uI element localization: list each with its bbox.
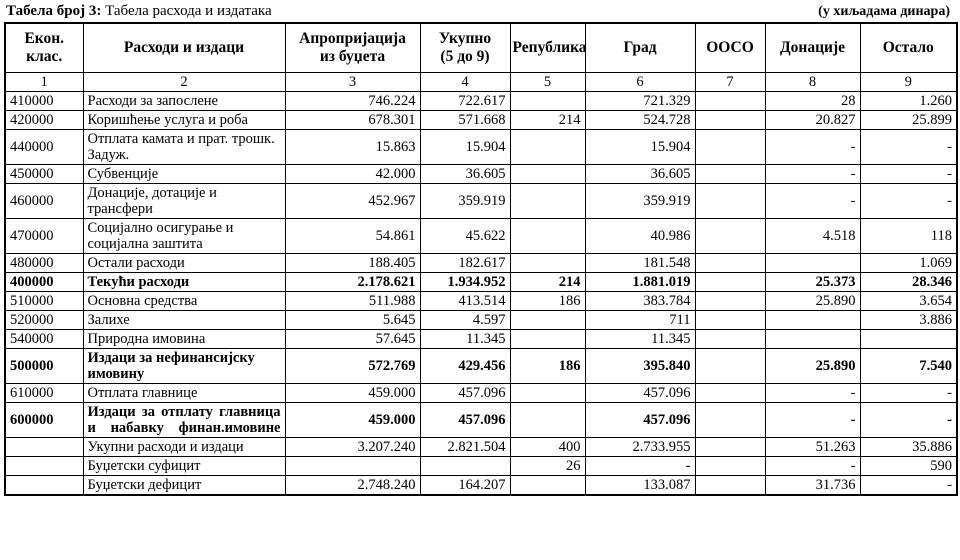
header-line-1: Укупно (438, 30, 492, 47)
cell-ooso (695, 349, 765, 384)
header-line-2: клас. (26, 48, 63, 65)
cell-total: 1.934.952 (420, 273, 510, 292)
table-row (5, 457, 957, 476)
cell-economic-code: 520000 (5, 311, 83, 330)
cell-description: Укупни расходи и издаци (83, 438, 285, 457)
caption-title: Табела расхода и издатака (101, 3, 272, 19)
cell-donacije: 25.373 (765, 273, 860, 292)
cell-description: Буџетски суфицит (83, 457, 285, 476)
cell-economic-code: 510000 (5, 292, 83, 311)
cell-republika: 186 (510, 292, 585, 311)
cell-ooso (695, 311, 765, 330)
column-number: 2 (83, 73, 285, 92)
cell-total: 36.605 (420, 165, 510, 184)
header-line-1: Град (623, 39, 657, 56)
cell-total: 457.096 (420, 384, 510, 403)
expenditure-table (4, 22, 958, 496)
table-row (5, 254, 957, 273)
cell-donacije: - (765, 165, 860, 184)
cell-grad: 359.919 (585, 184, 695, 219)
cell-ostalo: - (860, 476, 957, 496)
cell-donacije: 20.827 (765, 111, 860, 130)
cell-ostalo: - (860, 165, 957, 184)
cell-grad: 133.087 (585, 476, 695, 496)
table-row (5, 292, 957, 311)
column-number: 1 (5, 73, 83, 92)
cell-economic-code: 460000 (5, 184, 83, 219)
cell-donacije: 51.263 (765, 438, 860, 457)
cell-appropriation: 3.207.240 (285, 438, 420, 457)
caption-label: Табела број 3: (6, 3, 102, 19)
cell-total: 413.514 (420, 292, 510, 311)
cell-total: 4.597 (420, 311, 510, 330)
cell-total: 11.345 (420, 330, 510, 349)
cell-republika (510, 92, 585, 111)
cell-appropriation: 459.000 (285, 384, 420, 403)
cell-republika (510, 254, 585, 273)
cell-grad: 721.329 (585, 92, 695, 111)
cell-total: 15.904 (420, 130, 510, 165)
table-row (5, 476, 957, 496)
cell-grad: 457.096 (585, 384, 695, 403)
cell-appropriation: 5.645 (285, 311, 420, 330)
header-cell-ooso (695, 23, 765, 73)
cell-ostalo: 35.886 (860, 438, 957, 457)
cell-description: Текући расходи (83, 273, 285, 292)
cell-ooso (695, 92, 765, 111)
cell-economic-code: 420000 (5, 111, 83, 130)
cell-economic-code (5, 438, 83, 457)
cell-ooso (695, 384, 765, 403)
header-cell-ekon-klas (5, 23, 83, 73)
cell-ostalo: - (860, 403, 957, 438)
cell-economic-code: 440000 (5, 130, 83, 165)
cell-appropriation (285, 457, 420, 476)
header-line-1: Донације (780, 39, 845, 56)
cell-description: Донације, дотације и трансфери (83, 184, 285, 219)
header-cell-apropriacija (285, 23, 420, 73)
table-row (5, 92, 957, 111)
cell-donacije: 25.890 (765, 349, 860, 384)
cell-ooso (695, 438, 765, 457)
cell-donacije: 31.736 (765, 476, 860, 496)
table-body (5, 92, 957, 496)
cell-ostalo: 1.260 (860, 92, 957, 111)
table-row (5, 384, 957, 403)
cell-republika (510, 311, 585, 330)
cell-total: 2.821.504 (420, 438, 510, 457)
cell-description: Основна средства (83, 292, 285, 311)
column-number: 3 (285, 73, 420, 92)
cell-appropriation: 188.405 (285, 254, 420, 273)
table-row (5, 403, 957, 438)
cell-grad: 1.881.019 (585, 273, 695, 292)
cell-ooso (695, 254, 765, 273)
cell-description: Субвенције (83, 165, 285, 184)
cell-appropriation: 15.863 (285, 130, 420, 165)
cell-ostalo: 25.899 (860, 111, 957, 130)
cell-economic-code (5, 457, 83, 476)
cell-appropriation: 511.988 (285, 292, 420, 311)
cell-donacije: - (765, 384, 860, 403)
cell-economic-code: 500000 (5, 349, 83, 384)
table-caption (0, 0, 960, 22)
cell-republika: 26 (510, 457, 585, 476)
table-row (5, 438, 957, 457)
cell-appropriation: 678.301 (285, 111, 420, 130)
cell-ostalo: - (860, 130, 957, 165)
cell-description: Отплата главнице (83, 384, 285, 403)
header-cell-donacije (765, 23, 860, 73)
cell-republika (510, 184, 585, 219)
cell-total: 722.617 (420, 92, 510, 111)
cell-total: 429.456 (420, 349, 510, 384)
header-cell-republika (510, 23, 585, 73)
cell-ooso (695, 403, 765, 438)
cell-ostalo: 1.069 (860, 254, 957, 273)
cell-appropriation: 57.645 (285, 330, 420, 349)
caption-text (6, 3, 272, 20)
cell-total: 182.617 (420, 254, 510, 273)
cell-grad: 383.784 (585, 292, 695, 311)
cell-description: Издаци за отплату главница и набавку финан.имовине (83, 403, 285, 438)
cell-republika (510, 403, 585, 438)
cell-donacije: - (765, 130, 860, 165)
table-row (5, 184, 957, 219)
cell-donacije (765, 254, 860, 273)
column-number: 5 (510, 73, 585, 92)
cell-donacije (765, 311, 860, 330)
cell-total (420, 457, 510, 476)
cell-description: Социјално осигурање и социјална заштита (83, 219, 285, 254)
cell-economic-code (5, 476, 83, 496)
cell-grad: - (585, 457, 695, 476)
cell-economic-code: 400000 (5, 273, 83, 292)
caption-units: (у хиљадама динара) (818, 4, 950, 19)
cell-ostalo: 118 (860, 219, 957, 254)
header-cell-rashodi-i-izdaci (83, 23, 285, 73)
cell-economic-code: 470000 (5, 219, 83, 254)
cell-republika: 214 (510, 111, 585, 130)
cell-description: Залихе (83, 311, 285, 330)
cell-description: Издаци за нефинансијску имовину (83, 349, 285, 384)
header-line-1: Екон. (24, 30, 65, 47)
table-row (5, 273, 957, 292)
header-row (5, 23, 957, 73)
cell-ooso (695, 476, 765, 496)
cell-grad: 36.605 (585, 165, 695, 184)
cell-grad: 15.904 (585, 130, 695, 165)
cell-ostalo: - (860, 184, 957, 219)
cell-grad: 11.345 (585, 330, 695, 349)
cell-grad: 711 (585, 311, 695, 330)
cell-ostalo: 28.346 (860, 273, 957, 292)
cell-ostalo: 3.654 (860, 292, 957, 311)
cell-appropriation: 2.178.621 (285, 273, 420, 292)
table-row (5, 311, 957, 330)
cell-ooso (695, 130, 765, 165)
cell-ooso (695, 184, 765, 219)
cell-grad: 457.096 (585, 403, 695, 438)
cell-economic-code: 450000 (5, 165, 83, 184)
cell-ostalo (860, 330, 957, 349)
header-line-1: Апропријација (299, 30, 406, 47)
cell-total: 164.207 (420, 476, 510, 496)
table-row (5, 219, 957, 254)
cell-total: 571.668 (420, 111, 510, 130)
header-line-1: ООСО (706, 39, 754, 56)
cell-ooso (695, 273, 765, 292)
cell-republika: 214 (510, 273, 585, 292)
header-cell-ostalo (860, 23, 957, 73)
cell-total: 359.919 (420, 184, 510, 219)
cell-appropriation: 42.000 (285, 165, 420, 184)
header-line-1: Република (512, 39, 587, 56)
cell-appropriation: 746.224 (285, 92, 420, 111)
cell-republika (510, 476, 585, 496)
cell-republika (510, 165, 585, 184)
cell-description: Отплата камата и прат. трошк. Задуж. (83, 130, 285, 165)
cell-ostalo: 7.540 (860, 349, 957, 384)
cell-description: Коришћење услуга и роба (83, 111, 285, 130)
cell-description: Остали расходи (83, 254, 285, 273)
cell-donacije (765, 330, 860, 349)
cell-ooso (695, 330, 765, 349)
header-cell-ukupno (420, 23, 510, 73)
cell-republika (510, 384, 585, 403)
header-cell-grad (585, 23, 695, 73)
cell-ostalo: 3.886 (860, 311, 957, 330)
column-number: 9 (860, 73, 957, 92)
cell-donacije: 28 (765, 92, 860, 111)
cell-description: Расходи за запослене (83, 92, 285, 111)
cell-republika (510, 219, 585, 254)
table-row (5, 111, 957, 130)
cell-donacije: - (765, 184, 860, 219)
cell-economic-code: 610000 (5, 384, 83, 403)
cell-republika (510, 130, 585, 165)
cell-donacije: - (765, 403, 860, 438)
cell-republika: 400 (510, 438, 585, 457)
cell-ooso (695, 165, 765, 184)
cell-appropriation: 572.769 (285, 349, 420, 384)
cell-total: 45.622 (420, 219, 510, 254)
cell-ostalo: 590 (860, 457, 957, 476)
cell-appropriation: 459.000 (285, 403, 420, 438)
column-number: 7 (695, 73, 765, 92)
cell-ooso (695, 111, 765, 130)
cell-ooso (695, 457, 765, 476)
cell-grad: 40.986 (585, 219, 695, 254)
column-number: 8 (765, 73, 860, 92)
cell-appropriation: 2.748.240 (285, 476, 420, 496)
cell-total: 457.096 (420, 403, 510, 438)
cell-description: Буџетски дефицит (83, 476, 285, 496)
cell-grad: 524.728 (585, 111, 695, 130)
column-number: 6 (585, 73, 695, 92)
cell-republika: 186 (510, 349, 585, 384)
cell-grad: 2.733.955 (585, 438, 695, 457)
header-line-2: из буџета (319, 48, 386, 65)
table-row (5, 330, 957, 349)
cell-appropriation: 54.861 (285, 219, 420, 254)
cell-republika (510, 330, 585, 349)
header-line-1: Расходи и издаци (123, 39, 245, 56)
cell-donacije: 25.890 (765, 292, 860, 311)
cell-ooso (695, 219, 765, 254)
cell-description: Природна имовина (83, 330, 285, 349)
table-row (5, 165, 957, 184)
table-row (5, 349, 957, 384)
cell-economic-code: 600000 (5, 403, 83, 438)
cell-donacije: 4.518 (765, 219, 860, 254)
cell-economic-code: 480000 (5, 254, 83, 273)
column-number-row (5, 73, 957, 92)
table-header (5, 23, 957, 92)
column-number: 4 (420, 73, 510, 92)
cell-ostalo: - (860, 384, 957, 403)
table-row (5, 130, 957, 165)
cell-donacije: - (765, 457, 860, 476)
header-line-1: Остало (882, 39, 934, 56)
cell-grad: 395.840 (585, 349, 695, 384)
cell-grad: 181.548 (585, 254, 695, 273)
header-line-2: (5 до 9) (440, 48, 490, 65)
cell-economic-code: 540000 (5, 330, 83, 349)
cell-ooso (695, 292, 765, 311)
cell-economic-code: 410000 (5, 92, 83, 111)
cell-appropriation: 452.967 (285, 184, 420, 219)
